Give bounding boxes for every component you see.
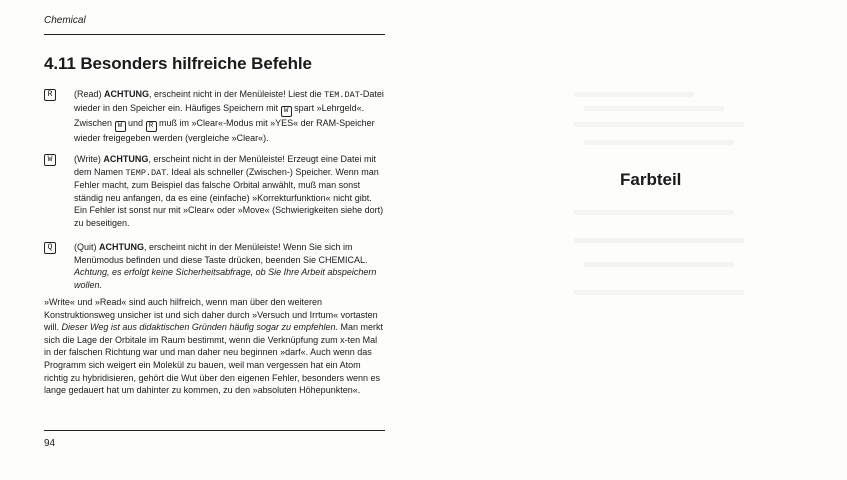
show-through-line	[584, 106, 724, 111]
key-w-icon: W	[281, 106, 292, 117]
running-header: Chemical	[44, 15, 86, 26]
command-write	[44, 153, 385, 230]
show-through-line	[574, 238, 744, 243]
key-w-icon: W	[115, 121, 126, 132]
show-through-line	[574, 210, 734, 215]
command-quit	[44, 241, 385, 291]
command-read	[44, 88, 385, 144]
footer-rule	[44, 430, 385, 431]
key-w-icon: W	[44, 154, 56, 166]
key-r-icon: R	[146, 121, 157, 132]
key-q-icon: Q	[44, 242, 56, 254]
chapter-title: Farbteil	[620, 170, 682, 189]
body-paragraph: »Write« und »Read« sind auch hilfreich, wenn man über den weiteren Konstruktionsweg unsicher ist und sich daher durch »Versuch und Irrtum« vortasten will. Dieser Weg ist aus didaktischen Gründen häufig sogar zu empfehlen. Man merkt sich die Lage der Orbitale im Raum bestimmt, wenn die Verknüpfung zum x-ten Mal in der falschen Richtung war und man daher neu beginnen »darf«. Auch wenn das Programm sich weigert ein Molekül zu bauen, weil man vergessen hat ein Atom richtig zu hybridisieren, gehört die Wut über den eigenen Fehler, besonders wenn es lange gedauert hat um dahinter zu kommen, zu den »absoluten Höhepunkten«.	[44, 297, 384, 396]
show-through-line	[574, 122, 744, 127]
show-through-line	[574, 92, 694, 97]
command-read-text: (Read) ACHTUNG, erscheint nicht in der Menüleiste! Liest die TEM.DAT-Datei wieder in den Speicher ein. Häufiges Speichern mit W spart »Lehrgeld«. Zwischen W und R muß im »Clear«-Modus mit »YES« der RAM-Speicher wieder freigegeben werden (vergleiche »Clear«).	[74, 89, 384, 143]
left-page	[0, 0, 420, 480]
show-through-line	[584, 262, 734, 267]
command-write-text: (Write) ACHTUNG, erscheint nicht in der Menüleiste! Erzeugt eine Datei mit dem Namen TEMP.DAT. Ideal als schneller (Zwischen-) Speicher. Wenn man Fehler macht, zum Beispiel das falsche Orbital anwählt, muß man sonst ständig neu anfangen, da es eine (einfache) »Korrekturfunktion« nicht gibt. Ein Fehler ist sonst nur mit »Clear« oder »Move« (Schwierigkeiten siehe dort) zu beseitigen.	[74, 154, 384, 228]
page-number: 94	[44, 438, 56, 449]
section-title: 4.11 Besonders hilfreiche Befehle	[44, 54, 312, 73]
command-quit-text: (Quit) ACHTUNG, erscheint nicht in der Menüleiste! Wenn Sie sich im Menümodus befinden und diese Taste drücken, beenden Sie CHEMICAL. Achtung, es erfolgt keine Sicherheitsabfrage, ob Sie Ihre Arbeit abspeichern wollen.	[74, 242, 377, 290]
header-rule	[44, 34, 385, 35]
show-through-line	[584, 140, 734, 145]
key-r-icon: R	[44, 89, 56, 101]
right-page	[424, 0, 847, 480]
show-through-line	[574, 290, 744, 295]
